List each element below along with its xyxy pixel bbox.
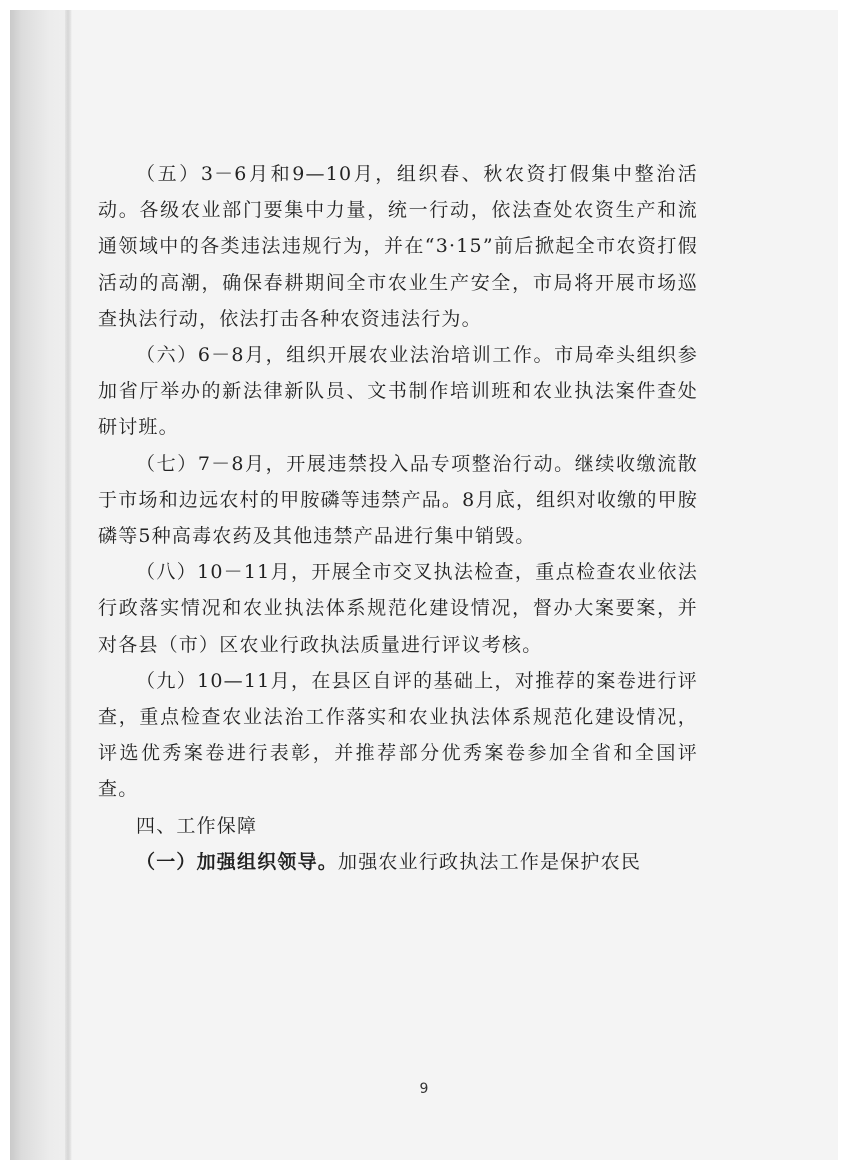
paragraph-guarantee-1 bbox=[98, 844, 698, 880]
section-heading: 四、工作保障 bbox=[136, 814, 258, 837]
page-number: 9 bbox=[419, 1081, 429, 1097]
paragraph-5: （五）3－6月和9—10月，组织春、秋农资打假集中整治活动。各级农业部门要集中力量，统一行动，依法查处农资生产和流通领域中的各类违法违规行为，并在“3·15”前后掀起全市农资打假活动的高潮，确保春耕期间全市农业生产安全，市局将开展市场巡查执法行动，依法打击各种农资违法行为。 bbox=[98, 163, 698, 330]
paragraph-8: （八）10－11月，开展全市交叉执法检查，重点检查农业依法行政落实情况和农业执法体系规范化建设情况，督办大案要案，并对各县（市）区农业行政执法质量进行评议考核。 bbox=[98, 561, 698, 656]
binding-fold bbox=[65, 10, 71, 1160]
paragraph-7: （七）7－8月，开展违禁投入品专项整治行动。继续收缴流散于市场和边远农村的甲胺磷等违禁产品。8月底，组织对收缴的甲胺磷等5种高毒农药及其他违禁产品进行集中销毁。 bbox=[98, 452, 698, 548]
document-body bbox=[98, 156, 698, 880]
paragraph-lead-rest: 加强农业行政执法工作是保护农民 bbox=[338, 850, 642, 873]
paragraph-6: （六）6－8月，组织开展农业法治培训工作。市局牵头组织参加省厅举办的新法律新队员、文书制作培训班和农业执法案件查处研讨班。 bbox=[98, 344, 698, 439]
paragraph-9: （九）10—11月，在县区自评的基础上，对推荐的案卷进行评查，重点检查农业法治工作落实和农业执法体系规范化建设情况，评选优秀案卷进行表彰，并推荐部分优秀案卷参加全省和全国评查。 bbox=[98, 669, 698, 801]
scanned-page bbox=[10, 10, 838, 1160]
paragraph-lead-bold: （一）加强组织领导。 bbox=[136, 850, 339, 873]
